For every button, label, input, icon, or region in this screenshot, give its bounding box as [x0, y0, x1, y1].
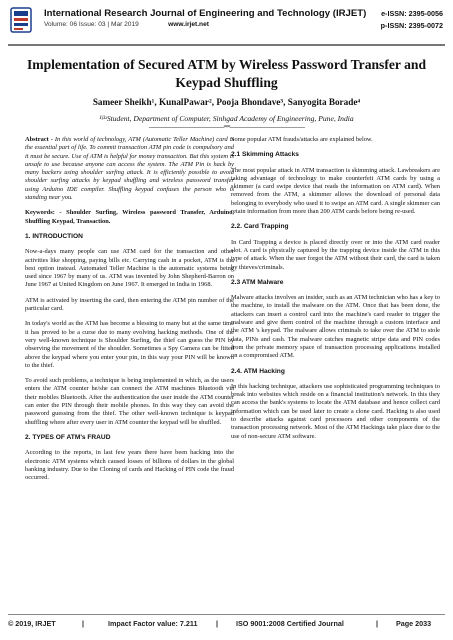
- journal-website[interactable]: www.irjet.net: [168, 21, 209, 28]
- paragraph: In Card Trapping a device is placed directly over or into the ATM card reader slot. A card is physically captured by the trapping device inside the ATM in this type of attack. When the user forgot the ATM without their card, the card is taken by thieves/criminals.: [231, 238, 440, 271]
- keywords-text: Keywords: - Shoulder Surfing, Wireless password Transfer, Arduino, Shuffling Keypad, Transaction.: [25, 209, 234, 225]
- footer-separator: |: [376, 619, 379, 628]
- left-column: [25, 136, 234, 489]
- irjet-logo-icon: [10, 7, 32, 33]
- section-heading-atm-malware: 2.3 ATM Malware: [231, 278, 284, 286]
- paragraph: In today's world as the ATM has become a blessing to many but at the same time it has proved to be a curse due to many evolving hacking methods. One of the very well-known technique is Shoulder Surfing, the thief can guess the PIN by observing the movement of the shoulder. Sometimes a Spy Camera can be fitted above the keypad where you enter your pin, in this way your PIN will be known to the thief.: [25, 320, 234, 369]
- footer-separator: |: [216, 619, 219, 628]
- section-heading-introduction: 1. INTRODUCTION: [25, 232, 83, 240]
- abstract: [25, 136, 234, 202]
- p-issn: p-ISSN: 2395-0072: [380, 21, 443, 30]
- e-issn: e-ISSN: 2395-0056: [381, 9, 443, 18]
- paragraph: In this hacking technique, attackers use sophisticated programming techniques to break into websites which reside on a financial institution's network. In this they can access the bank's systems to locate the ATM database and hence collect card information which can be used later to create a clone card. Hacking is also used to describe attacks against card processors and other components of the transaction processing network. Most of the ATM Hackings take place due to the use of non-secure ATM software.: [231, 382, 440, 440]
- header-divider: [8, 44, 445, 46]
- paper-authors: Sameer Sheikh¹, KunalPawar², Pooja Bhondave³, Sanyogita Borade⁴: [92, 97, 361, 107]
- footer-separator: |: [82, 619, 85, 628]
- paragraph: Some popular ATM frauds/attacks are explained below.: [231, 136, 373, 143]
- journal-name: International Research Journal of Engineering and Technology (IRJET): [44, 8, 367, 19]
- author-affiliation: ¹ʲ³ʴStudent, Department of Computer, Sinhgad Academy of Engineering, Pune, India: [99, 114, 354, 123]
- section-heading-skimming: 2.1 Skimming Attacks: [231, 151, 299, 159]
- paragraph: ATM is activated by inserting the card, then entering the ATM pin number of the particular card.: [25, 296, 234, 313]
- paragraph: To avoid such problems, a technique is being implemented in which, as the users enters the ATM counter he/she can connect the ATM machines Bluetooth via their mobiles Bluetooth. After the authentication the user inside the ATM counter can enter the PIN through their mobile phones. In this way they can avoid the password guessing from the thief. The other well-known technique is keypad shuffling where after every user in ATM counter the keypad will be shuffled.: [25, 377, 234, 426]
- right-column: [231, 136, 440, 448]
- paragraph: According to the reports, in last few years there have been hacking into the electronic ATM systems which caused losses of billions of dollars in the global banking industry. Due to the Cloning of cards and Hacking of PIN code the fraud occurred.: [25, 449, 234, 482]
- section-heading-card-trapping: 2.2. Card Trapping: [231, 223, 289, 231]
- footer-impact-factor: Impact Factor value: 7.211: [108, 619, 198, 628]
- section-separator: ---------------------------------------------------------------------------***---------------------------------------------------------------------------: [148, 125, 305, 131]
- section-heading-atm-hacking: 2.4. ATM Hacking: [231, 367, 285, 375]
- journal-volume: Volume: 06 Issue: 03 | Mar 2019: [44, 21, 139, 28]
- paper-title: Implementation of Secured ATM by Wireless Password Transfer and Keypad Shuffling: [26, 57, 427, 90]
- footer-page-number: Page 2033: [396, 619, 432, 628]
- section-heading-fraud-types: 2. TYPES OF ATM's FRAUD: [25, 433, 111, 441]
- paragraph: Now-a-days many people can use ATM card for the transaction and other activities like shopping, paying bills etc. Carrying cash in a pocket, ATM is the best option instead. Automated Teller Machine is the automatic systems being used since 1967 by many of us. ATM was invented by John Shepherd-Barron on June 1967 at United Kingdom on June 1967. It emerged in India in 1968.: [25, 248, 234, 289]
- abstract-text: In this world of technology, ATM (Automatic Teller Machine) card is the essential part of life. To commit transaction ATM pin code is compulsory and it must be secure. Use of ATM is helpful for money transaction. But this system is unsafe to use because anyone can access the system. The ATM Pin is hack by many hackers using shoulder surfing attack. It is efficiently possible to avoid shoulder surfing attacks by keypad shuffling and wireless password transfer using Arduino IDE compiler. Shuffling keypad confuses the person who is standing near you.: [25, 136, 234, 202]
- journal-header: [6, 4, 447, 44]
- abstract-label: Abstract -: [25, 136, 53, 143]
- footer-iso: ISO 9001:2008 Certified Journal: [236, 619, 344, 628]
- journal-volume-line: [44, 21, 209, 28]
- keywords: [25, 209, 234, 226]
- paragraph: The most popular attack in ATM transaction is skimming attack. Lawbreakers are taking advantage of technology to make counterfeit ATM cards by using a skimmer (a card swipe device that reads the information on ATM card). When removed from the ATM, a skimmer allows the download of personal data belonging to everybody who used it to swipe an ATM card. A single skimmer can retain information from more than 200 ATM cards before being re-used.: [231, 166, 440, 216]
- footer-divider: [8, 614, 445, 615]
- footer-copyright: © 2019, IRJET: [8, 619, 56, 628]
- paragraph: Malware attacks involves an insider, such as an ATM technician who has a key to the machine, to install the malware on the ATM. Once that has been done, the attackers can insert a control card into the machine's card reader to trigger the malware and give them control of the machine through a custom interface and the ATM 's keypad. The malware allows criminals to take over the ATM to stole data, PINs and cash. The malware catches magnetic stripe data and PIN codes from the private memory space of transaction processing applications installed on a compromised ATM.: [231, 294, 440, 360]
